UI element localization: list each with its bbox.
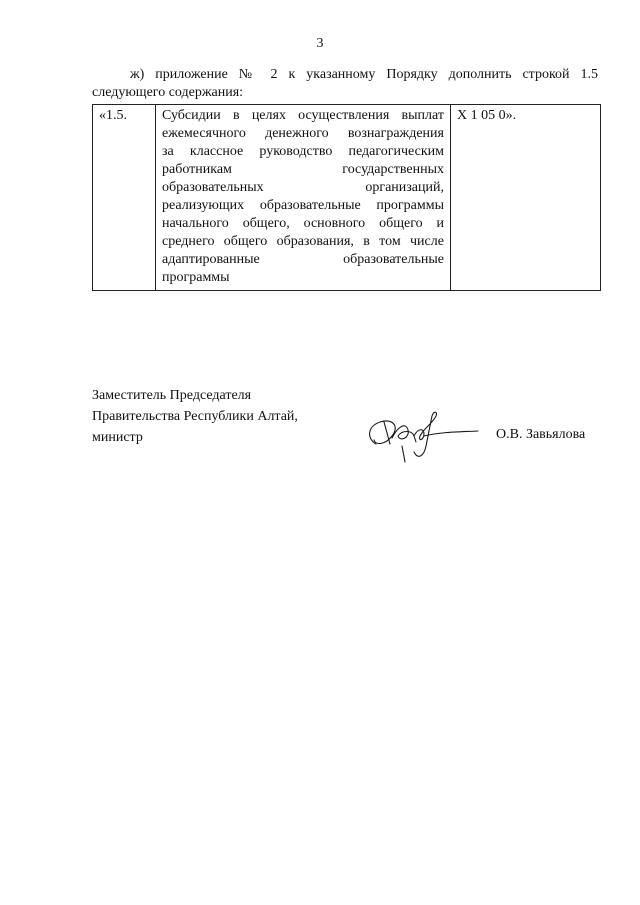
page-number: 3 [316, 36, 324, 51]
description-line: за классное руководство педагогическим [162, 144, 444, 159]
intro-paragraph: ж) приложение № 2 к указанному Порядку дополнить строкой 1.5 следующего содержания: [92, 67, 598, 100]
description-line: начального общего, основного общего и [162, 216, 444, 231]
description-line: адаптированные образовательные [162, 252, 444, 267]
description-line: Субсидии в целях осуществления выплат [162, 108, 444, 123]
handwritten-signature [362, 402, 482, 464]
table-row [93, 105, 601, 291]
description-line: программы [162, 270, 230, 285]
description-line: реализующих образовательные программы [162, 198, 444, 213]
appendix-table [92, 104, 601, 291]
code-cell: Х 1 05 0». [451, 105, 601, 291]
description-cell [156, 105, 451, 291]
signer-name: О.В. Завьялова [496, 427, 586, 442]
signature-block [92, 385, 298, 448]
row-number-cell: «1.5. [93, 105, 156, 291]
signer-title-line: Правительства Республики Алтай, [92, 409, 298, 424]
signer-title-line: министр [92, 430, 143, 445]
description-line: ежемесячного денежного вознаграждения [162, 126, 444, 141]
description-line: работникам государственных [162, 162, 444, 177]
signer-title-line: Заместитель Председателя [92, 388, 252, 403]
description-line: образовательных организаций, [162, 180, 444, 195]
description-line: среднего общего образования, в том числе [162, 234, 444, 249]
